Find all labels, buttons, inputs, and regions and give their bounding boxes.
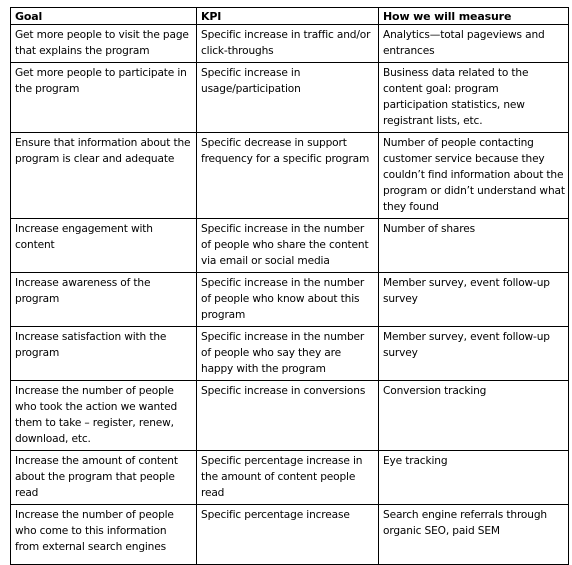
goal-cell: Increase awareness of the program: [11, 273, 197, 327]
table-body: [11, 25, 569, 565]
table-row: [11, 381, 569, 451]
header-kpi: KPI: [197, 8, 379, 25]
header-goal: Goal: [11, 8, 197, 25]
kpi-cell: Specific increase in conversions: [197, 381, 379, 451]
measure-cell: Conversion tracking: [379, 381, 569, 451]
table-row: [11, 63, 569, 133]
table-header: [11, 8, 569, 25]
kpi-cell: Specific increase in the number of people who say they are happy with the program: [197, 327, 379, 381]
measure-cell: Business data related to the content goal: program participation statistics, new registrant lists, etc.: [379, 63, 569, 133]
table-row: [11, 451, 569, 505]
measure-cell: Analytics—total pageviews and entrances: [379, 25, 569, 63]
measure-cell: Number of people contacting customer service because they couldn’t find information about the program or didn’t understand what they found: [379, 133, 569, 219]
measure-cell: Member survey, event follow-up survey: [379, 273, 569, 327]
kpi-cell: Specific increase in traffic and/or click-throughs: [197, 25, 379, 63]
kpi-cell: Specific decrease in support frequency for a specific program: [197, 133, 379, 219]
header-row: [11, 8, 569, 25]
goal-cell: Increase the number of people who took the action we wanted them to take – register, renew, download, etc.: [11, 381, 197, 451]
measure-cell: Search engine referrals through organic SEO, paid SEM: [379, 505, 569, 565]
goal-cell: Get more people to participate in the program: [11, 63, 197, 133]
measure-cell: Number of shares: [379, 219, 569, 273]
goal-cell: Increase engagement with content: [11, 219, 197, 273]
kpi-cell: Specific increase in the number of people who know about this program: [197, 273, 379, 327]
kpi-cell: Specific increase in the number of people who share the content via email or social media: [197, 219, 379, 273]
goal-cell: Get more people to visit the page that explains the program: [11, 25, 197, 63]
goal-cell: Increase satisfaction with the program: [11, 327, 197, 381]
table-row: [11, 25, 569, 63]
kpi-cell: Specific increase in usage/participation: [197, 63, 379, 133]
table-row: [11, 273, 569, 327]
goal-cell: Ensure that information about the program is clear and adequate: [11, 133, 197, 219]
header-how-we-will-measure: How we will measure: [379, 8, 569, 25]
measure-cell: Member survey, event follow-up survey: [379, 327, 569, 381]
kpi-cell: Specific percentage increase: [197, 505, 379, 565]
table-row: [11, 327, 569, 381]
table-row: [11, 505, 569, 565]
kpi-cell: Specific percentage increase in the amount of content people read: [197, 451, 379, 505]
table-row: [11, 133, 569, 219]
kpi-table: [10, 7, 569, 565]
goal-cell: Increase the amount of content about the program that people read: [11, 451, 197, 505]
measure-cell: Eye tracking: [379, 451, 569, 505]
table-row: [11, 219, 569, 273]
goal-cell: Increase the number of people who come to this information from external search engines: [11, 505, 197, 565]
